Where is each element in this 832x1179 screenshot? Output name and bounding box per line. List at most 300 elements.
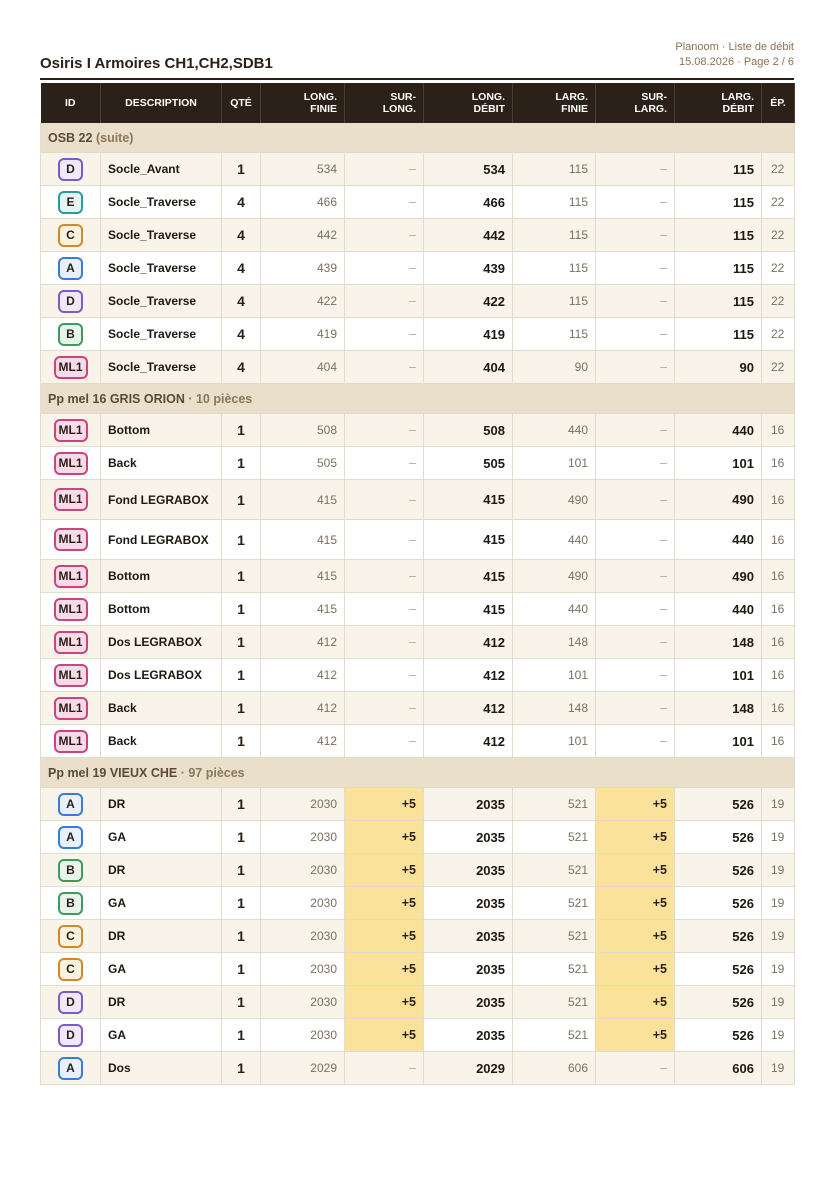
long-debit-cell: 422 xyxy=(424,285,513,318)
table-row[interactable] xyxy=(41,659,795,692)
description-cell: GA xyxy=(101,953,222,986)
larg-finie-cell: 521 xyxy=(513,788,596,821)
description-cell: Socle_Traverse xyxy=(101,219,222,252)
sur-long-cell: – xyxy=(345,520,424,560)
larg-debit-cell: 115 xyxy=(675,153,762,186)
sur-larg-cell: +5 xyxy=(596,953,675,986)
sur-larg-cell: – xyxy=(596,725,675,758)
long-finie-cell: 534 xyxy=(261,153,345,186)
sur-larg-cell: +5 xyxy=(596,887,675,920)
id-cell xyxy=(41,318,101,351)
epaisseur-cell: 16 xyxy=(762,593,795,626)
quantity-cell: 1 xyxy=(222,153,261,186)
col-header-long-finie: LONG. FINIE xyxy=(261,83,345,123)
sur-long-cell: – xyxy=(345,285,424,318)
quantity-cell: 1 xyxy=(222,920,261,953)
larg-debit-cell: 115 xyxy=(675,219,762,252)
larg-debit-cell: 526 xyxy=(675,788,762,821)
cabinet-id-badge: C xyxy=(58,925,83,948)
larg-finie-cell: 521 xyxy=(513,887,596,920)
id-cell xyxy=(41,351,101,384)
long-finie-cell: 508 xyxy=(261,414,345,447)
cabinet-id-badge: ML1 xyxy=(54,697,88,720)
sur-long-cell: – xyxy=(345,692,424,725)
epaisseur-cell: 19 xyxy=(762,821,795,854)
group-header-row xyxy=(41,123,795,153)
larg-finie-cell: 115 xyxy=(513,219,596,252)
date-page-label: 15.08.2026 · Page 2 / 6 xyxy=(679,56,794,68)
quantity-cell: 1 xyxy=(222,480,261,520)
larg-debit-cell: 526 xyxy=(675,986,762,1019)
cabinet-id-badge: D xyxy=(58,290,83,313)
id-cell xyxy=(41,414,101,447)
long-debit-cell: 415 xyxy=(424,560,513,593)
long-finie-cell: 2030 xyxy=(261,788,345,821)
larg-debit-cell: 101 xyxy=(675,659,762,692)
sur-larg-cell: +5 xyxy=(596,986,675,1019)
epaisseur-cell: 16 xyxy=(762,480,795,520)
quantity-cell: 1 xyxy=(222,986,261,1019)
sur-larg-cell: +5 xyxy=(596,821,675,854)
sur-long-cell: – xyxy=(345,560,424,593)
cut-list-table xyxy=(40,83,795,1085)
id-cell xyxy=(41,626,101,659)
sur-long-cell: – xyxy=(345,318,424,351)
sur-long-cell: – xyxy=(345,153,424,186)
description-cell: DR xyxy=(101,986,222,1019)
table-row[interactable] xyxy=(41,953,795,986)
sur-long-cell: +5 xyxy=(345,887,424,920)
description-cell: GA xyxy=(101,821,222,854)
long-debit-cell: 2035 xyxy=(424,986,513,1019)
table-row[interactable] xyxy=(41,447,795,480)
long-finie-cell: 419 xyxy=(261,318,345,351)
quantity-cell: 4 xyxy=(222,219,261,252)
id-cell xyxy=(41,153,101,186)
col-header-sur-long: SUR- LONG. xyxy=(345,83,424,123)
quantity-cell: 1 xyxy=(222,692,261,725)
larg-debit-cell: 148 xyxy=(675,692,762,725)
quantity-cell: 1 xyxy=(222,626,261,659)
larg-finie-cell: 521 xyxy=(513,953,596,986)
larg-debit-cell: 526 xyxy=(675,1019,762,1052)
group-name: Pp mel 19 VIEUX CHE xyxy=(48,765,178,780)
cabinet-id-badge: ML1 xyxy=(54,419,88,442)
description-cell: DR xyxy=(101,854,222,887)
app-label: Planoom · Liste de débit xyxy=(675,41,794,53)
table-row[interactable] xyxy=(41,186,795,219)
larg-debit-cell: 490 xyxy=(675,480,762,520)
sur-long-cell: +5 xyxy=(345,788,424,821)
epaisseur-cell: 19 xyxy=(762,788,795,821)
epaisseur-cell: 16 xyxy=(762,692,795,725)
larg-debit-cell: 526 xyxy=(675,887,762,920)
col-header-larg-finie: LARG. FINIE xyxy=(513,83,596,123)
larg-finie-cell: 521 xyxy=(513,920,596,953)
sur-larg-cell: – xyxy=(596,520,675,560)
long-debit-cell: 412 xyxy=(424,725,513,758)
sur-larg-cell: – xyxy=(596,219,675,252)
cabinet-id-badge: ML1 xyxy=(54,631,88,654)
epaisseur-cell: 22 xyxy=(762,186,795,219)
description-cell: Back xyxy=(101,692,222,725)
epaisseur-cell: 16 xyxy=(762,520,795,560)
description-cell: Socle_Traverse xyxy=(101,351,222,384)
header-meta xyxy=(675,40,794,70)
sur-larg-cell: – xyxy=(596,351,675,384)
table-row[interactable] xyxy=(41,285,795,318)
epaisseur-cell: 19 xyxy=(762,953,795,986)
description-cell: Bottom xyxy=(101,560,222,593)
table-row[interactable] xyxy=(41,414,795,447)
table-row[interactable] xyxy=(41,520,795,560)
table-row[interactable] xyxy=(41,854,795,887)
sur-larg-cell: +5 xyxy=(596,1019,675,1052)
larg-debit-cell: 526 xyxy=(675,854,762,887)
larg-finie-cell: 521 xyxy=(513,986,596,1019)
quantity-cell: 4 xyxy=(222,285,261,318)
long-debit-cell: 2035 xyxy=(424,953,513,986)
sur-long-cell: – xyxy=(345,1052,424,1085)
long-debit-cell: 2035 xyxy=(424,821,513,854)
larg-debit-cell: 148 xyxy=(675,626,762,659)
larg-finie-cell: 490 xyxy=(513,560,596,593)
id-cell xyxy=(41,560,101,593)
table-row[interactable] xyxy=(41,560,795,593)
sur-larg-cell: – xyxy=(596,186,675,219)
quantity-cell: 1 xyxy=(222,560,261,593)
epaisseur-cell: 22 xyxy=(762,351,795,384)
cabinet-id-badge: ML1 xyxy=(54,488,88,511)
sur-larg-cell: – xyxy=(596,285,675,318)
quantity-cell: 1 xyxy=(222,1052,261,1085)
id-cell xyxy=(41,219,101,252)
cabinet-id-badge: B xyxy=(58,323,83,346)
epaisseur-cell: 19 xyxy=(762,887,795,920)
quantity-cell: 1 xyxy=(222,821,261,854)
sur-long-cell: +5 xyxy=(345,1019,424,1052)
quantity-cell: 1 xyxy=(222,593,261,626)
larg-finie-cell: 148 xyxy=(513,626,596,659)
sur-long-cell: +5 xyxy=(345,953,424,986)
long-finie-cell: 404 xyxy=(261,351,345,384)
description-cell: Socle_Traverse xyxy=(101,285,222,318)
larg-finie-cell: 440 xyxy=(513,520,596,560)
cabinet-id-badge: A xyxy=(58,257,83,280)
col-header-ep: ÉP. xyxy=(762,83,795,123)
id-cell xyxy=(41,788,101,821)
table-body xyxy=(41,123,795,1085)
quantity-cell: 1 xyxy=(222,447,261,480)
long-debit-cell: 2035 xyxy=(424,854,513,887)
group-name: OSB 22 xyxy=(48,130,93,145)
id-cell xyxy=(41,447,101,480)
larg-debit-cell: 490 xyxy=(675,560,762,593)
epaisseur-cell: 16 xyxy=(762,414,795,447)
table-row[interactable] xyxy=(41,219,795,252)
larg-finie-cell: 521 xyxy=(513,821,596,854)
long-debit-cell: 419 xyxy=(424,318,513,351)
description-cell: Dos LEGRABOX xyxy=(101,659,222,692)
cabinet-id-badge: C xyxy=(58,958,83,981)
sur-larg-cell: +5 xyxy=(596,920,675,953)
table-row[interactable] xyxy=(41,887,795,920)
id-cell xyxy=(41,593,101,626)
cabinet-id-badge: A xyxy=(58,793,83,816)
quantity-cell: 1 xyxy=(222,887,261,920)
larg-finie-cell: 101 xyxy=(513,725,596,758)
table-row[interactable] xyxy=(41,153,795,186)
long-finie-cell: 2030 xyxy=(261,1019,345,1052)
long-finie-cell: 412 xyxy=(261,692,345,725)
table-row[interactable] xyxy=(41,1019,795,1052)
cabinet-id-badge: ML1 xyxy=(54,452,88,475)
col-header-long-debit: LONG. DÉBIT xyxy=(424,83,513,123)
description-cell: Back xyxy=(101,447,222,480)
group-count: · 97 pièces xyxy=(180,765,245,780)
long-finie-cell: 415 xyxy=(261,520,345,560)
description-cell: DR xyxy=(101,920,222,953)
sur-larg-cell: – xyxy=(596,692,675,725)
group-count: (suite) xyxy=(95,130,134,145)
sur-long-cell: – xyxy=(345,252,424,285)
larg-finie-cell: 440 xyxy=(513,593,596,626)
col-header-qte: QTÉ xyxy=(222,83,261,123)
epaisseur-cell: 16 xyxy=(762,725,795,758)
long-finie-cell: 415 xyxy=(261,560,345,593)
larg-debit-cell: 526 xyxy=(675,920,762,953)
epaisseur-cell: 16 xyxy=(762,447,795,480)
quantity-cell: 1 xyxy=(222,953,261,986)
larg-debit-cell: 526 xyxy=(675,821,762,854)
sur-long-cell: +5 xyxy=(345,920,424,953)
sur-larg-cell: +5 xyxy=(596,854,675,887)
table-row[interactable] xyxy=(41,626,795,659)
epaisseur-cell: 19 xyxy=(762,1019,795,1052)
cut-list-table-container xyxy=(40,83,794,1085)
cabinet-id-badge: A xyxy=(58,826,83,849)
table-row[interactable] xyxy=(41,986,795,1019)
table-row[interactable] xyxy=(41,692,795,725)
long-finie-cell: 466 xyxy=(261,186,345,219)
larg-debit-cell: 115 xyxy=(675,318,762,351)
larg-debit-cell: 440 xyxy=(675,414,762,447)
larg-debit-cell: 606 xyxy=(675,1052,762,1085)
cabinet-id-badge: E xyxy=(58,191,83,214)
col-header-description: DESCRIPTION xyxy=(101,83,222,123)
group-header xyxy=(41,123,795,153)
larg-debit-cell: 101 xyxy=(675,725,762,758)
table-row[interactable] xyxy=(41,593,795,626)
table-row[interactable] xyxy=(41,351,795,384)
description-cell: GA xyxy=(101,1019,222,1052)
larg-finie-cell: 115 xyxy=(513,153,596,186)
larg-debit-cell: 115 xyxy=(675,285,762,318)
long-finie-cell: 2030 xyxy=(261,920,345,953)
description-cell: Dos LEGRABOX xyxy=(101,626,222,659)
sur-larg-cell: – xyxy=(596,153,675,186)
larg-debit-cell: 440 xyxy=(675,593,762,626)
long-finie-cell: 439 xyxy=(261,252,345,285)
group-header-row xyxy=(41,384,795,414)
sur-long-cell: – xyxy=(345,626,424,659)
epaisseur-cell: 16 xyxy=(762,626,795,659)
group-name: Pp mel 16 GRIS ORION xyxy=(48,391,185,406)
long-finie-cell: 2030 xyxy=(261,953,345,986)
long-debit-cell: 508 xyxy=(424,414,513,447)
long-finie-cell: 505 xyxy=(261,447,345,480)
long-finie-cell: 415 xyxy=(261,593,345,626)
long-finie-cell: 2029 xyxy=(261,1052,345,1085)
description-cell: Back xyxy=(101,725,222,758)
table-row[interactable] xyxy=(41,788,795,821)
sur-long-cell: +5 xyxy=(345,854,424,887)
long-finie-cell: 412 xyxy=(261,659,345,692)
larg-debit-cell: 526 xyxy=(675,953,762,986)
quantity-cell: 4 xyxy=(222,252,261,285)
description-cell: DR xyxy=(101,788,222,821)
table-row[interactable] xyxy=(41,920,795,953)
description-cell: Bottom xyxy=(101,414,222,447)
sur-larg-cell: – xyxy=(596,593,675,626)
sur-larg-cell: – xyxy=(596,659,675,692)
long-finie-cell: 442 xyxy=(261,219,345,252)
sur-long-cell: – xyxy=(345,351,424,384)
description-cell: Dos xyxy=(101,1052,222,1085)
long-debit-cell: 2029 xyxy=(424,1052,513,1085)
quantity-cell: 4 xyxy=(222,318,261,351)
long-debit-cell: 412 xyxy=(424,692,513,725)
larg-finie-cell: 90 xyxy=(513,351,596,384)
table-row[interactable] xyxy=(41,252,795,285)
larg-finie-cell: 115 xyxy=(513,318,596,351)
epaisseur-cell: 22 xyxy=(762,285,795,318)
larg-finie-cell: 521 xyxy=(513,854,596,887)
cabinet-id-badge: ML1 xyxy=(54,598,88,621)
larg-finie-cell: 115 xyxy=(513,285,596,318)
quantity-cell: 4 xyxy=(222,351,261,384)
long-debit-cell: 505 xyxy=(424,447,513,480)
epaisseur-cell: 19 xyxy=(762,1052,795,1085)
sur-long-cell: +5 xyxy=(345,821,424,854)
id-cell xyxy=(41,252,101,285)
group-count: · 10 pièces xyxy=(188,391,253,406)
sur-long-cell: – xyxy=(345,219,424,252)
table-row[interactable] xyxy=(41,725,795,758)
id-cell xyxy=(41,1052,101,1085)
sur-larg-cell: +5 xyxy=(596,788,675,821)
quantity-cell: 1 xyxy=(222,788,261,821)
sur-long-cell: – xyxy=(345,725,424,758)
quantity-cell: 4 xyxy=(222,186,261,219)
cabinet-id-badge: ML1 xyxy=(54,565,88,588)
cabinet-id-badge: ML1 xyxy=(54,528,88,551)
long-debit-cell: 466 xyxy=(424,186,513,219)
long-finie-cell: 2030 xyxy=(261,821,345,854)
larg-finie-cell: 490 xyxy=(513,480,596,520)
long-debit-cell: 415 xyxy=(424,593,513,626)
sur-larg-cell: – xyxy=(596,1052,675,1085)
larg-debit-cell: 101 xyxy=(675,447,762,480)
sur-long-cell: – xyxy=(345,447,424,480)
id-cell xyxy=(41,725,101,758)
quantity-cell: 1 xyxy=(222,854,261,887)
table-row[interactable] xyxy=(41,318,795,351)
long-debit-cell: 412 xyxy=(424,659,513,692)
larg-finie-cell: 115 xyxy=(513,252,596,285)
larg-finie-cell: 101 xyxy=(513,447,596,480)
epaisseur-cell: 22 xyxy=(762,219,795,252)
description-cell: Socle_Traverse xyxy=(101,318,222,351)
document-title: Osiris I Armoires CH1,CH2,SDB1 xyxy=(40,55,273,72)
cabinet-id-badge: B xyxy=(58,859,83,882)
sur-larg-cell: – xyxy=(596,447,675,480)
larg-debit-cell: 115 xyxy=(675,252,762,285)
quantity-cell: 1 xyxy=(222,659,261,692)
group-header xyxy=(41,758,795,788)
cabinet-id-badge: ML1 xyxy=(54,356,88,379)
id-cell xyxy=(41,186,101,219)
id-cell xyxy=(41,854,101,887)
description-cell: Socle_Traverse xyxy=(101,252,222,285)
long-finie-cell: 2030 xyxy=(261,887,345,920)
id-cell xyxy=(41,1019,101,1052)
table-row[interactable] xyxy=(41,821,795,854)
larg-finie-cell: 606 xyxy=(513,1052,596,1085)
long-finie-cell: 415 xyxy=(261,480,345,520)
id-cell xyxy=(41,520,101,560)
cabinet-id-badge: B xyxy=(58,892,83,915)
long-debit-cell: 2035 xyxy=(424,920,513,953)
col-header-larg-debit: LARG. DÉBIT xyxy=(675,83,762,123)
quantity-cell: 1 xyxy=(222,1019,261,1052)
cabinet-id-badge: C xyxy=(58,224,83,247)
id-cell xyxy=(41,659,101,692)
col-header-id: ID xyxy=(41,83,101,123)
larg-finie-cell: 101 xyxy=(513,659,596,692)
id-cell xyxy=(41,887,101,920)
sur-larg-cell: – xyxy=(596,318,675,351)
epaisseur-cell: 16 xyxy=(762,560,795,593)
cabinet-id-badge: D xyxy=(58,1024,83,1047)
long-finie-cell: 2030 xyxy=(261,854,345,887)
sur-long-cell: – xyxy=(345,480,424,520)
long-debit-cell: 2035 xyxy=(424,1019,513,1052)
epaisseur-cell: 19 xyxy=(762,854,795,887)
larg-debit-cell: 440 xyxy=(675,520,762,560)
long-debit-cell: 2035 xyxy=(424,887,513,920)
sur-long-cell: – xyxy=(345,593,424,626)
table-header-row xyxy=(41,83,795,123)
cabinet-id-badge: D xyxy=(58,158,83,181)
table-row[interactable] xyxy=(41,1052,795,1085)
sur-long-cell: – xyxy=(345,659,424,692)
larg-debit-cell: 90 xyxy=(675,351,762,384)
quantity-cell: 1 xyxy=(222,414,261,447)
long-debit-cell: 415 xyxy=(424,480,513,520)
epaisseur-cell: 22 xyxy=(762,252,795,285)
epaisseur-cell: 19 xyxy=(762,920,795,953)
larg-finie-cell: 148 xyxy=(513,692,596,725)
long-finie-cell: 422 xyxy=(261,285,345,318)
cabinet-id-badge: ML1 xyxy=(54,730,88,753)
table-row[interactable] xyxy=(41,480,795,520)
sur-larg-cell: – xyxy=(596,560,675,593)
id-cell xyxy=(41,285,101,318)
larg-debit-cell: 115 xyxy=(675,186,762,219)
quantity-cell: 1 xyxy=(222,520,261,560)
description-cell: Socle_Avant xyxy=(101,153,222,186)
